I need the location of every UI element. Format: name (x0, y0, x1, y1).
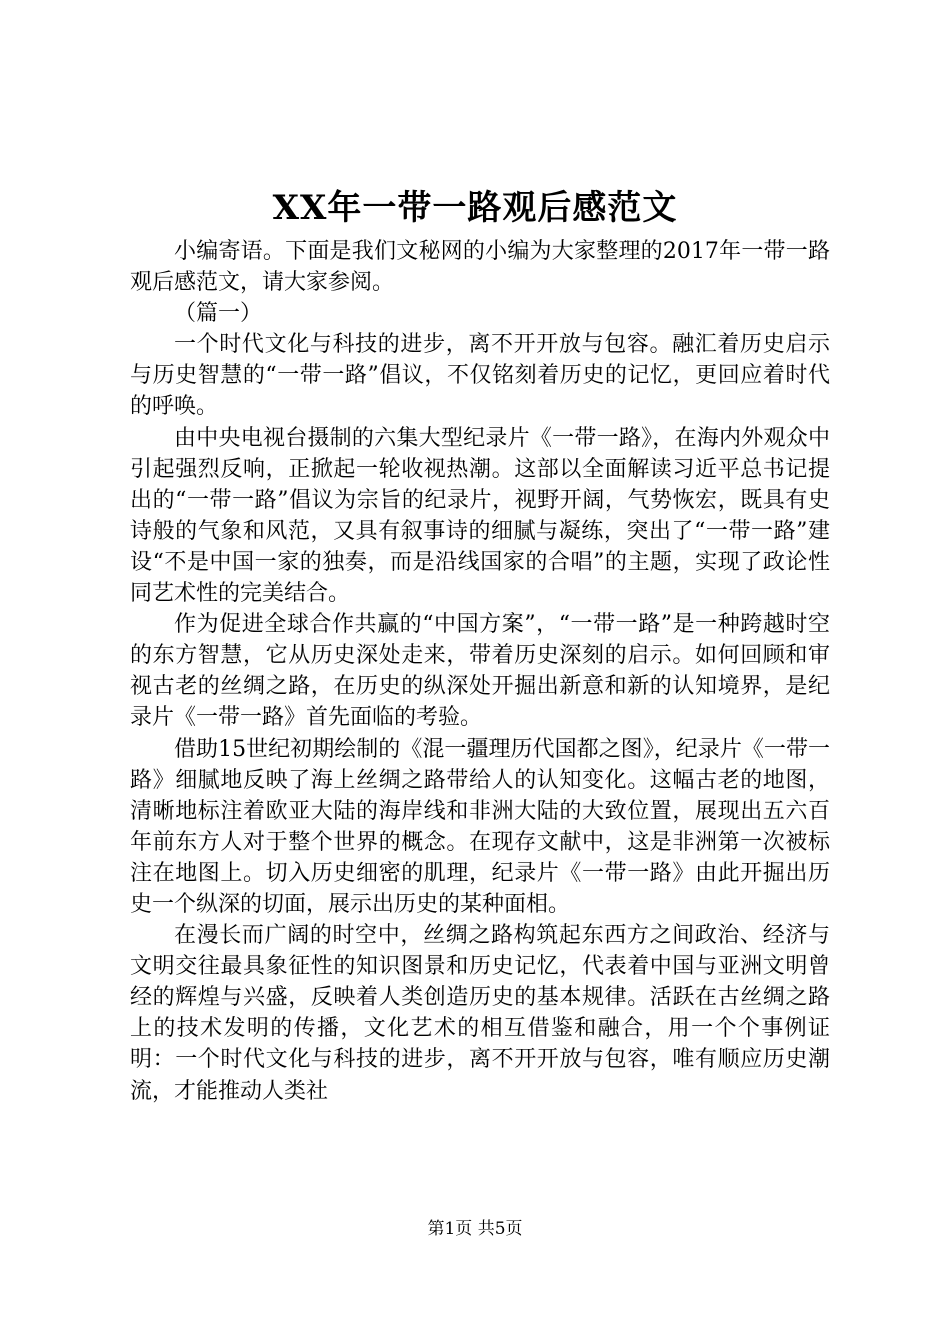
paragraph: 作为促进全球合作共赢的“中国方案”，“一带一路”是一种跨越时空的东方智慧，它从历史深处走来，带着历史深刻的启示。如何回顾和审视古老的丝绸之路，在历史的纵深处开掘出新意和新的认知境界，是纪录片《一带一路》首先面临的考验。 (130, 612, 830, 731)
paragraph: 由中央电视台摄制的六集大型纪录片《一带一路》，在海内外观众中引起强烈反响，正掀起一轮收视热潮。这部以全面解读习近平总书记提出的“一带一路”倡议为宗旨的纪录片，视野开阔，气势恢宏，既具有史诗般的气象和风范，又具有叙事诗的细腻与凝练，突出了“一带一路”建设“不是中国一家的独奏，而是沿线国家的合唱”的主题，实现了政论性同艺术性的完美结合。 (130, 425, 830, 607)
paragraph: 一个时代文化与科技的进步，离不开开放与包容。融汇着历史启示与历史智慧的“一带一路”倡议，不仅铭刻着历史的记忆，更回应着时代的呼唤。 (130, 332, 830, 420)
document-title: XX年一带一路观后感范文 (272, 188, 678, 228)
page-number-footer: 第1页 共5页 (427, 1219, 523, 1239)
paragraph: 借助15世纪初期绘制的《混一疆理历代国都之图》，纪录片《一带一路》细腻地反映了海上丝绸之路带给人的认知变化。这幅古老的地图，清晰地标注着欧亚大陆的海岸线和非洲大陆的大致位置，展现出五六百年前东方人对于整个世界的概念。在现存文献中，这是非洲第一次被标注在地图上。切入历史细密的肌理，纪录片《一带一路》由此开掘出历史一个纵深的切面，展示出历史的某种面相。 (130, 736, 830, 917)
paragraph-section-label: （篇一） (174, 301, 263, 327)
paragraph-intro: 小编寄语。下面是我们文秘网的小编为大家整理的2017年一带一路观后感范文，请大家参阅。 (130, 239, 830, 296)
document-body (130, 236, 830, 1107)
paragraph: 在漫长而广阔的时空中，丝绸之路构筑起东西方之间政治、经济与文明交往最具象征性的知识图景和历史记忆，代表着中国与亚洲文明曾经的辉煌与兴盛，反映着人类创造历史的基本规律。活跃在古丝绸之路上的技术发明的传播，文化艺术的相互借鉴和融合，用一个个事例证明：一个时代文化与科技的进步，离不开开放与包容，唯有顺应历史潮流，才能推动人类社 (130, 923, 830, 1104)
